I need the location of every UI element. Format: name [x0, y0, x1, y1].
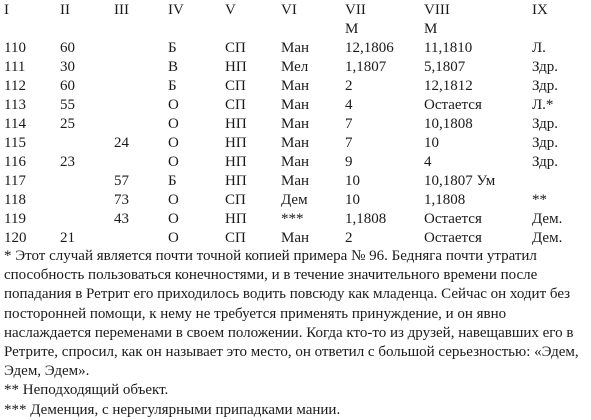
table-cell: 2: [345, 78, 353, 94]
header-cell: II: [60, 2, 70, 18]
table-cell: СП: [225, 78, 246, 94]
table-cell: 7: [345, 135, 353, 151]
table-cell: [60, 191, 114, 210]
table-cell: Ман: [281, 97, 310, 113]
table-row: [4, 96, 587, 115]
table-body: [4, 39, 587, 248]
table-cell: 1,1807: [345, 59, 387, 75]
table-cell: Ман: [281, 40, 310, 56]
footnote-3: *** Деменция, с нерегулярными припадками мании.: [4, 401, 341, 418]
table-cell: [114, 77, 168, 96]
header-subcell: [60, 20, 114, 39]
table-cell: Мел: [281, 59, 309, 75]
header-subcell: [281, 20, 345, 39]
patient-table: [4, 1, 587, 248]
table-cell: О: [168, 97, 179, 113]
header-row: [4, 1, 587, 20]
table-cell: 1,1808: [345, 211, 387, 227]
table-cell: 10: [345, 192, 360, 208]
table-cell: 114: [4, 116, 26, 132]
table-cell: Ман: [281, 116, 310, 132]
table-cell: СП: [225, 230, 246, 246]
header-subcell: [4, 20, 60, 39]
table-row: [4, 134, 587, 153]
table-cell: 23: [60, 154, 75, 170]
table-cell: 10,1808: [424, 116, 473, 132]
table-cell: НП: [225, 135, 247, 151]
header-cell: V: [225, 2, 236, 18]
table-cell: 110: [4, 40, 26, 56]
table-cell: Здр.: [532, 135, 559, 151]
table-cell: 11,1810: [424, 40, 473, 56]
table-row: [4, 229, 587, 248]
table-header: [4, 1, 587, 39]
table-cell: 57: [114, 173, 129, 189]
table-cell: [60, 172, 114, 191]
table-cell: О: [168, 192, 179, 208]
table-row: [4, 210, 587, 229]
table-cell: О: [168, 116, 179, 132]
table-cell: НП: [225, 116, 247, 132]
table-cell: [532, 172, 587, 191]
table-cell: О: [168, 154, 179, 170]
table-cell: Остается: [424, 97, 482, 113]
table-cell: О: [168, 211, 179, 227]
table-cell: [114, 58, 168, 77]
table-cell: Б: [168, 40, 177, 56]
table-cell: 25: [60, 116, 75, 132]
header-cell: III: [114, 2, 129, 18]
table-cell: НП: [225, 211, 247, 227]
table-cell: 115: [4, 135, 26, 151]
table-cell: Ман: [281, 78, 310, 94]
table-cell: 120: [4, 230, 27, 246]
header-cell: VI: [281, 2, 297, 18]
table-cell: НП: [225, 154, 247, 170]
table-cell: 2: [345, 230, 353, 246]
table-cell: НП: [225, 173, 247, 189]
footnote-2: ** Неподходящий объект.: [4, 382, 169, 399]
table-cell: Остается: [424, 211, 482, 227]
table-cell: [114, 96, 168, 115]
table-cell: В: [168, 59, 179, 75]
footnotes: [4, 247, 587, 420]
table-cell: Ман: [281, 154, 310, 170]
header-subcell: [114, 20, 168, 39]
table-cell: 10: [345, 173, 360, 189]
table-cell: [114, 153, 168, 172]
table-cell: 4: [424, 154, 432, 170]
table-cell: Здр.: [532, 78, 559, 94]
table-cell: 4: [345, 97, 353, 113]
table-cell: [114, 115, 168, 134]
table-cell: [60, 210, 114, 229]
table-cell: 113: [4, 97, 26, 113]
table-row: [4, 153, 587, 172]
table-cell: Дем.: [532, 211, 563, 227]
header-subcell: М: [424, 21, 438, 37]
table-cell: 60: [60, 40, 75, 56]
table-cell: 117: [4, 173, 26, 189]
header-subcell: [532, 20, 587, 39]
header-subcell: [225, 20, 281, 39]
table-cell: Дем: [281, 192, 308, 208]
table-cell: 1,1808: [424, 192, 466, 208]
table-row: [4, 58, 587, 77]
table-cell: Здр.: [532, 154, 559, 170]
table-cell: [114, 229, 168, 248]
table-cell: 55: [60, 97, 75, 113]
header-subcell: М: [345, 21, 359, 37]
table-cell: 43: [114, 211, 129, 227]
table-cell: 12,1812: [424, 78, 473, 94]
table-cell: ***: [281, 211, 304, 227]
table-cell: Здр.: [532, 59, 559, 75]
header-cell: IX: [532, 2, 548, 18]
table-cell: Б: [168, 78, 177, 94]
table-row: [4, 77, 587, 96]
table-cell: 10,1807 Ум: [424, 173, 496, 189]
table-row: [4, 191, 587, 210]
table-row: [4, 172, 587, 191]
table-cell: 30: [60, 59, 75, 75]
table-cell: 7: [345, 116, 353, 132]
table-cell: 24: [114, 135, 129, 151]
table-cell: О: [168, 230, 179, 246]
footnote-1: * Этот случай является почти точной копией примера № 96. Бедняга почти утратил способность пользоваться конечностями, и в течение значительного времени после попадания в Ретрит его приходилось водить повсюду как младенца. Сейчас он ходит без посторонней помощи, к нему не требуется применять принуждение, и он явно наслаждается переменами в своем положении. Когда кто-то из друзей, навещавших его в Ретрите, спросил, как он называет это место, он ответил с большой серьезностью: «Эдем, Эдем, Эдем».: [4, 248, 579, 380]
table-row: [4, 115, 587, 134]
table-cell: Дем.: [532, 230, 563, 246]
header-cell: I: [4, 2, 9, 18]
table-cell: Ман: [281, 135, 310, 151]
header-cell: VIII: [424, 2, 450, 18]
table-cell: 12,1806: [345, 40, 394, 56]
table-cell: 60: [60, 78, 75, 94]
header-cell: IV: [168, 2, 184, 18]
table-cell: Ман: [281, 173, 310, 189]
table-cell: Остается: [424, 230, 482, 246]
table-cell: 5,1807: [424, 59, 466, 75]
table-cell: [60, 134, 114, 153]
table-cell: СП: [225, 97, 246, 113]
header-subcell: [168, 20, 225, 39]
table-cell: 112: [4, 78, 26, 94]
table-cell: [114, 39, 168, 58]
table-cell: Ман: [281, 230, 310, 246]
table-cell: НП: [225, 59, 247, 75]
header-cell: VII: [345, 2, 366, 18]
table-cell: Б: [168, 173, 177, 189]
header-subrow: [4, 20, 587, 39]
table-cell: Л.*: [532, 97, 554, 113]
table-cell: **: [532, 192, 547, 208]
table-row: [4, 39, 587, 58]
table-cell: СП: [225, 40, 246, 56]
table-cell: 111: [4, 59, 26, 75]
table-cell: 119: [4, 211, 26, 227]
table-cell: О: [168, 135, 179, 151]
table-cell: 73: [114, 192, 129, 208]
table-cell: Здр.: [532, 116, 559, 132]
table-cell: 118: [4, 192, 26, 208]
table-cell: СП: [225, 192, 246, 208]
table-cell: Л.: [532, 40, 546, 56]
table-cell: 10: [424, 135, 439, 151]
table-cell: 21: [60, 230, 75, 246]
table-cell: 9: [345, 154, 353, 170]
table-cell: 116: [4, 154, 26, 170]
